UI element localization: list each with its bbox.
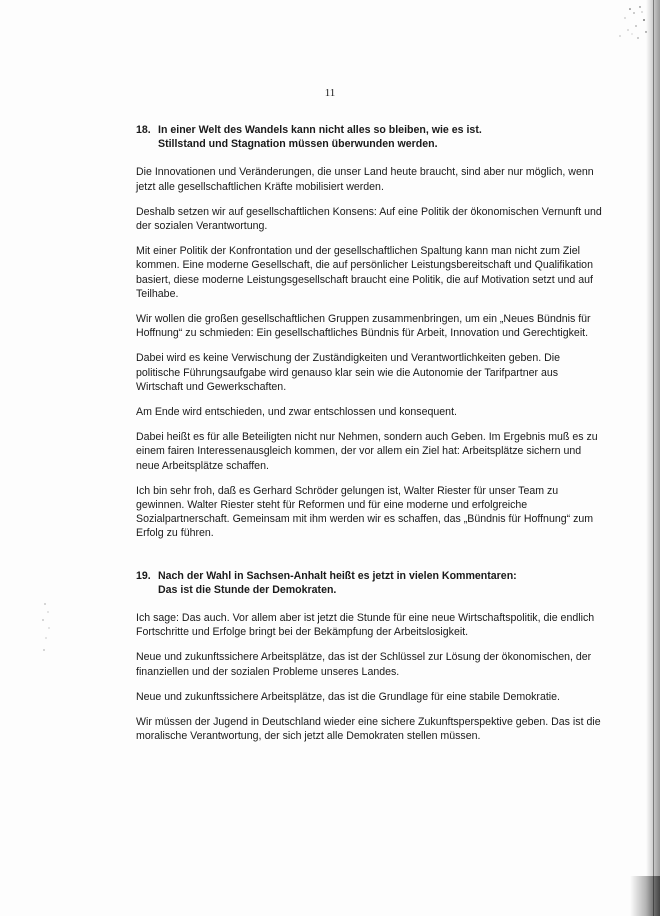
paragraph: Die Innovationen und Veränderungen, die unser Land heute braucht, sind aber nur möglich, wenn jetzt alle gesellschaftlichen Kräfte mobilisiert werden. [136,166,594,193]
paragraph: Wir müssen der Jugend in Deutschland wieder eine sichere Zukunftsperspektive geben. Das ist die moralische Verantwortung, der sich jetzt alle Demokraten stellen müssen. [136,716,601,743]
section-heading [136,569,606,597]
paragraph: Dabei heißt es für alle Beteiligten nicht nur Nehmen, sondern auch Geben. Im Ergebnis muß es zu einem fairen Interessenausgleich kommen, der vor allem ein Ziel hat: Arbeitsplätze sichern und neue Arbeitsplätze schaffen. [136,431,598,472]
section-heading [136,123,606,151]
section-title [158,123,606,151]
scan-noise-corner [600,4,650,44]
paragraph: Deshalb setzen wir auf gesellschaftlichen Konsens: Auf eine Politik der ökonomischen Vernunft und der sozialen Verantwortung. [136,205,602,233]
section-title-line: Stillstand und Stagnation müssen überwunden werden. [158,138,438,151]
document-body [136,123,606,744]
paragraph: Wir wollen die großen gesellschaftlichen Gruppen zusammenbringen, um ein „Neues Bündnis für Hoffnung“ zu schmieden: Ein gesellschaftliches Bündnis für Arbeit, Innovation und Gerechtigkeit. [136,313,591,340]
scan-edge-line [653,0,654,916]
paragraph: Mit einer Politik der Konfrontation und der gesellschaftlichen Spaltung kann man nicht zum Ziel kommen. Eine moderne Gesellschaft, die auf persönlicher Leistungsbereitschaft und Qualifikation basiert, diese moderne Leistungsgesellschaft braucht eine Politik, die auf Motivation setzt und auf Teilhabe. [136,245,593,300]
paragraph: Ich bin sehr froh, daß es Gerhard Schröder gelungen ist, Walter Riester für unser Team zu gewinnen. Walter Riester steht für Reformen und für eine moderne und erfolgreiche Sozialpartnerschaft. Gemeinsam mit ihm werden wir es schaffen, das „Bündnis für Hoffnung“ zum Erfolg zu führen. [136,484,594,540]
paragraph: Am Ende wird entschieden, und zwar entschlossen und konsequent. [136,406,457,419]
section-title-line: Das ist die Stunde der Demokraten. [158,583,337,596]
section-title [158,569,606,597]
section-title-line: In einer Welt des Wandels kann nicht alles so bleiben, wie es ist. [158,124,482,136]
scan-edge-dark-corner [630,876,660,916]
page-number: 11 [324,87,336,99]
section-number: 18. [136,124,151,136]
section-number: 19. [136,569,151,582]
paragraph: Dabei wird es keine Verwischung der Zuständigkeiten und Verantwortlichkeiten geben. Die politische Führungsaufgabe wird genauso klar sein wie die Autonomie der Tarifpartner aus Wirtschaft und Gewerkschaften. [136,352,560,393]
scan-noise-left [40,600,60,660]
section-title-line: Nach der Wahl in Sachsen-Anhalt heißt es jetzt in vielen Kommentaren: [158,569,517,582]
paragraph: Neue und zukunftssichere Arbeitsplätze, das ist die Grundlage für eine stabile Demokratie. [136,690,560,703]
paragraph: Ich sage: Das auch. Vor allem aber ist jetzt die Stunde für eine neue Wirtschaftspolitik, die endlich Fortschritte und Erfolge bringt bei der Bekämpfung der Arbeitslosigkeit. [136,612,595,639]
paragraph: Neue und zukunftssichere Arbeitsplätze, das ist der Schlüssel zur Lösung der ökonomischen, der finanziellen und der sozialen Probleme unseres Landes. [136,651,592,678]
